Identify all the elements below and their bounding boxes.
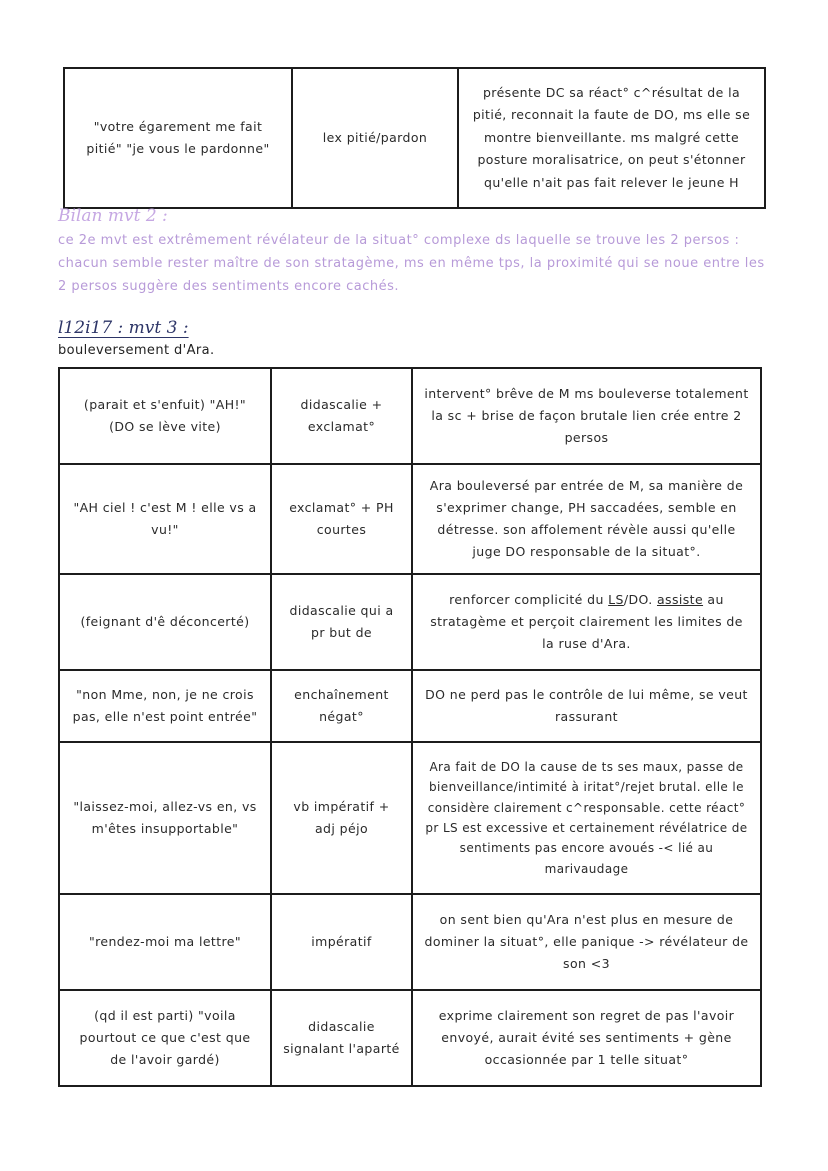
procede-cell: enchaînement négat° xyxy=(271,670,412,742)
procede-cell: didascalie qui a pr but de xyxy=(271,574,412,670)
analyse-cell: on sent bien qu'Ara n'est plus en mesure de dominer la situat°, elle panique -> révélateur de son <3 xyxy=(412,894,761,990)
analyse-cell: exprime clairement son regret de pas l'avoir envoyé, aurait évité ses sentiments + gène occasionnée par 1 telle situat° xyxy=(412,990,761,1086)
table-row xyxy=(59,742,761,894)
section-title: l12i17 : mvt 3 : xyxy=(58,318,189,338)
analyse-cell: Ara fait de DO la cause de ts ses maux, passe de bienveillance/intimité à iritat°/rejet brutal. elle le considère clairement c^responsable. cette réact° pr LS est excessive et certainement révélatrice de sentiments pas encore avoués -< lié au marivaudage xyxy=(412,742,761,894)
table-row xyxy=(59,894,761,990)
analyse-cell: DO ne perd pas le contrôle de lui même, se veut rassurant xyxy=(412,670,761,742)
citation-cell: (qd il est parti) "voila pourtout ce que c'est que de l'avoir gardé) xyxy=(59,990,271,1086)
citation-cell: "non Mme, non, je ne crois pas, elle n'est point entrée" xyxy=(59,670,271,742)
table-row xyxy=(59,464,761,574)
procede-cell: didascalie + exclamat° xyxy=(271,368,412,464)
citation-cell: "rendez-moi ma lettre" xyxy=(59,894,271,990)
table-row xyxy=(59,368,761,464)
analyse-cell: intervent° brêve de M ms bouleverse totalement la sc + brise de façon brutale lien crée entre 2 persos xyxy=(412,368,761,464)
bilan-text: ce 2e mvt est extrêmement révélateur de la situat° complexe ds laquelle se trouve les 2 persos : chacun semble rester maître de son stratagème, ms en même tps, la proximité qui se noue entre les 2 persos suggère des sentiments encore cachés. xyxy=(58,233,765,294)
analyse-cell xyxy=(412,574,761,670)
analyse-cell: Ara bouleversé par entrée de M, sa manière de s'exprimer change, PH saccadées, semble en détresse. son affolement révèle aussi qu'elle juge DO responsable de la situat°. xyxy=(412,464,761,574)
table-row xyxy=(59,990,761,1086)
procede-cell: didascalie signalant l'aparté xyxy=(271,990,412,1086)
table-row xyxy=(59,670,761,742)
underlined-term: LS xyxy=(608,592,624,608)
analyse-text: renforcer complicité du xyxy=(449,592,609,608)
bilan-section xyxy=(58,206,778,298)
citation-cell: (parait et s'enfuit) "AH!" (DO se lève vite) xyxy=(59,368,271,464)
underlined-term: assiste xyxy=(656,592,704,608)
procede-cell: impératif xyxy=(271,894,412,990)
citation-cell: (feignant d'ê déconcerté) xyxy=(59,574,271,670)
citation-cell: "laissez-moi, allez-vs en, vs m'êtes insupportable" xyxy=(59,742,271,894)
procede-cell: vb impératif + adj péjo xyxy=(271,742,412,894)
analysis-table-mvt2 xyxy=(63,67,766,209)
procede-cell: lex pitié/pardon xyxy=(292,68,458,208)
citation-cell: "AH ciel ! c'est M ! elle vs a vu!" xyxy=(59,464,271,574)
analyse-text: /DO. xyxy=(623,592,657,608)
procede-cell: exclamat° + PH courtes xyxy=(271,464,412,574)
section-subtitle: bouleversement d'Ara. xyxy=(58,343,215,358)
analyse-text: au stratagème et perçoit clairement les limites de la ruse d'Ara. xyxy=(430,592,743,651)
analyse-cell: présente DC sa réact° c^résultat de la pitié, reconnait la faute de DO, ms elle se montre bienveillante. ms malgré cette posture moralisatrice, on peut s'étonner qu'elle n'ait pas fait relever le jeune H xyxy=(458,68,765,208)
bilan-title: Bilan mvt 2 : xyxy=(58,206,168,226)
analysis-table-mvt3 xyxy=(58,367,762,1087)
table-row xyxy=(64,68,765,208)
citation-cell: "votre égarement me fait pitié" "je vous le pardonne" xyxy=(64,68,292,208)
table-row xyxy=(59,574,761,670)
